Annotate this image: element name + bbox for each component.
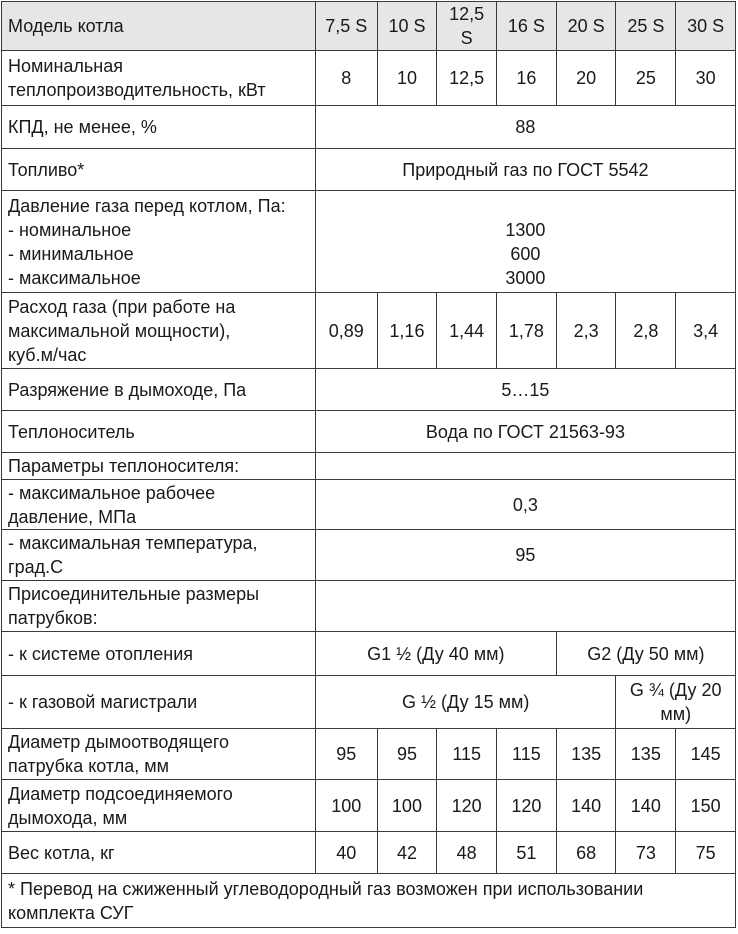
weight-value: 51	[497, 832, 557, 874]
heating-connection-large: G2 (Ду 50 мм)	[556, 632, 735, 676]
connections-row	[2, 581, 736, 632]
gas-connection-large: G ¾ (Ду 20 мм)	[616, 676, 736, 729]
flue-outlet-value: 95	[377, 729, 437, 780]
header-row	[2, 2, 736, 51]
fuel-value: Природный газ по ГОСТ 5542	[315, 149, 735, 191]
gas-pressure-values-cell	[315, 191, 735, 293]
efficiency-row	[2, 106, 736, 149]
gas-flow-value: 1,78	[497, 293, 557, 369]
flue-outlet-value: 115	[497, 729, 557, 780]
weight-label: Вес котла, кг	[2, 832, 316, 874]
fuel-row	[2, 149, 736, 191]
weight-row	[2, 832, 736, 874]
model-header-cell: 16 S	[497, 2, 557, 51]
gas-pressure-label: Давление газа перед котлом, Па:	[8, 195, 286, 216]
gas-flow-value: 1,16	[377, 293, 437, 369]
chimney-value: 120	[437, 780, 497, 832]
gas-connection-row	[2, 676, 736, 729]
gas-flow-value: 0,89	[315, 293, 377, 369]
heating-connection-small: G1 ½ (Ду 40 мм)	[315, 632, 556, 676]
coolant-pressure-label: - максимальное рабочее давление, МПа	[2, 480, 316, 530]
coolant-value: Вода по ГОСТ 21563-93	[315, 411, 735, 453]
flue-outlet-label: Диаметр дымоотводящего патрубка котла, мм	[2, 729, 316, 780]
chimney-value: 140	[556, 780, 616, 832]
draft-label: Разряжение в дымоходе, Па	[2, 369, 316, 411]
model-header-cell: 20 S	[556, 2, 616, 51]
weight-value: 48	[437, 832, 497, 874]
boiler-spec-table	[1, 1, 736, 928]
power-value: 8	[315, 51, 377, 106]
coolant-pressure-value: 0,3	[315, 480, 735, 530]
gas-flow-row	[2, 293, 736, 369]
model-header-cell: 12,5 S	[437, 2, 497, 51]
chimney-label: Диаметр подсоединяемого дымохода, мм	[2, 780, 316, 832]
chimney-value: 100	[315, 780, 377, 832]
footnote-row	[2, 874, 736, 928]
footnote-text: * Перевод на сжиженный углеводородный газ возможен при использовании комплекта СУГ	[2, 874, 736, 928]
power-value: 30	[676, 51, 736, 106]
coolant-params-label: Параметры теплоносителя:	[2, 453, 316, 480]
gas-connection-small: G ½ (Ду 15 мм)	[315, 676, 616, 729]
coolant-params-row	[2, 453, 736, 480]
chimney-row	[2, 780, 736, 832]
coolant-row	[2, 411, 736, 453]
model-header-cell: 10 S	[377, 2, 437, 51]
gas-pressure-value: 600	[510, 243, 541, 264]
flue-outlet-row	[2, 729, 736, 780]
chimney-value: 100	[377, 780, 437, 832]
flue-outlet-value: 135	[616, 729, 676, 780]
fuel-label: Топливо*	[2, 149, 316, 191]
flue-outlet-value: 135	[556, 729, 616, 780]
gas-flow-label: Расход газа (при работе на максимальной мощности), куб.м/час	[2, 293, 316, 369]
gas-flow-value: 1,44	[437, 293, 497, 369]
gas-pressure-value: 3000	[505, 267, 546, 288]
chimney-value: 140	[616, 780, 676, 832]
coolant-label: Теплоноситель	[2, 411, 316, 453]
power-label: Номинальная теплопроизводительность, кВт	[2, 51, 316, 106]
connections-label: Присоединительные размеры патрубков:	[2, 581, 316, 632]
model-header-cell: 25 S	[616, 2, 676, 51]
gas-flow-value: 2,3	[556, 293, 616, 369]
gas-pressure-sub-label: - максимальное	[8, 267, 141, 288]
efficiency-value: 88	[315, 106, 735, 149]
gas-pressure-row	[2, 191, 736, 293]
coolant-temp-value: 95	[315, 530, 735, 581]
gas-flow-value: 2,8	[616, 293, 676, 369]
power-value: 10	[377, 51, 437, 106]
gas-pressure-sub-label: - номинальное	[8, 219, 132, 240]
model-header-label: Модель котла	[2, 2, 316, 51]
power-row	[2, 51, 736, 106]
power-value: 12,5	[437, 51, 497, 106]
weight-value: 73	[616, 832, 676, 874]
gas-pressure-sub-label: - минимальное	[8, 243, 134, 264]
gas-connection-label: - к газовой магистрали	[2, 676, 316, 729]
weight-value: 75	[676, 832, 736, 874]
flue-outlet-value: 145	[676, 729, 736, 780]
flue-outlet-value: 95	[315, 729, 377, 780]
power-value: 20	[556, 51, 616, 106]
heating-connection-label: - к системе отопления	[2, 632, 316, 676]
weight-value: 40	[315, 832, 377, 874]
model-header-cell: 30 S	[676, 2, 736, 51]
flue-outlet-value: 115	[437, 729, 497, 780]
gas-pressure-label-cell	[2, 191, 316, 293]
efficiency-label: КПД, не менее, %	[2, 106, 316, 149]
weight-value: 68	[556, 832, 616, 874]
draft-row	[2, 369, 736, 411]
coolant-temp-label: - максимальная температура, град.С	[2, 530, 316, 581]
chimney-value: 150	[676, 780, 736, 832]
power-value: 16	[497, 51, 557, 106]
gas-flow-value: 3,4	[676, 293, 736, 369]
chimney-value: 120	[497, 780, 557, 832]
coolant-temp-row	[2, 530, 736, 581]
draft-value: 5…15	[315, 369, 735, 411]
weight-value: 42	[377, 832, 437, 874]
coolant-pressure-row	[2, 480, 736, 530]
heating-connection-row	[2, 632, 736, 676]
power-value: 25	[616, 51, 676, 106]
gas-pressure-value: 1300	[505, 219, 546, 240]
model-header-cell: 7,5 S	[315, 2, 377, 51]
